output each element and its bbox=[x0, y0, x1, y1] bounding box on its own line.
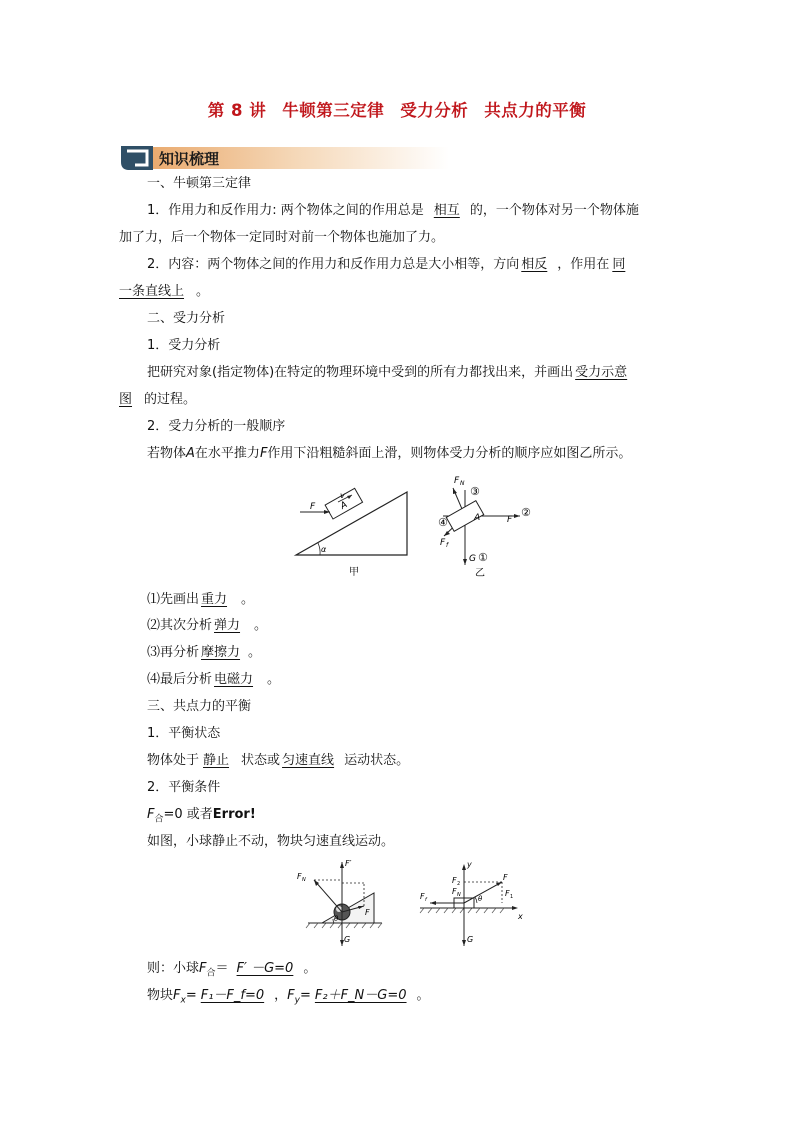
text: F bbox=[199, 961, 207, 976]
order-2-mark: ② bbox=[521, 506, 531, 519]
normal-subscript: N bbox=[302, 877, 306, 883]
text: Error! bbox=[212, 807, 256, 822]
text: =0 或者 bbox=[163, 807, 213, 822]
text: 。 bbox=[196, 284, 210, 299]
s2-p2 bbox=[147, 445, 631, 463]
blank-answer: 重力 bbox=[201, 592, 228, 607]
blank-answer: 弹力 bbox=[214, 618, 241, 633]
title-lecture: 第 8 讲 bbox=[207, 101, 267, 120]
block-label: A bbox=[338, 499, 350, 512]
normal-force-label: F bbox=[452, 887, 457, 896]
text: 运动状态。 bbox=[344, 753, 410, 768]
text: 。 bbox=[416, 988, 430, 1003]
s3-sub1: 1．平衡状态 bbox=[147, 726, 221, 741]
text: = bbox=[185, 988, 197, 1003]
s3-block-eq bbox=[147, 987, 430, 1010]
block-diagram bbox=[420, 860, 523, 946]
s2-p1-line2 bbox=[119, 391, 196, 409]
banner-label: 知识梳理 bbox=[159, 150, 220, 168]
friction-subscript: f bbox=[425, 897, 427, 903]
ball-diagram bbox=[297, 859, 382, 946]
text: 在水平推力 bbox=[194, 446, 260, 461]
gravity-label: G bbox=[467, 935, 474, 944]
text: 作用下沿粗糙斜面上滑，则物体受力分析的顺序应如图乙所示。 bbox=[267, 446, 632, 461]
text: 合 bbox=[154, 814, 164, 825]
force-F-label: F bbox=[507, 515, 513, 525]
text: ⑵其次分析 bbox=[147, 618, 213, 633]
s2-heading: 二、受力分析 bbox=[147, 311, 226, 326]
gravity-label: G bbox=[344, 935, 351, 944]
x-axis-label: x bbox=[518, 912, 523, 921]
text: ＝ bbox=[215, 961, 229, 976]
text: 把研究对象(指定物体)在特定的物理环境中受到的所有力都找出来，并画出 bbox=[147, 365, 574, 380]
text: F bbox=[287, 988, 295, 1003]
text: 2．内容：两个物体之间的作用力和反作用力总是大小相等，方向 bbox=[147, 257, 520, 272]
text: 。 bbox=[254, 618, 268, 633]
section-banner bbox=[119, 143, 449, 172]
theta-label: θ bbox=[478, 895, 483, 903]
component-F1-label: F bbox=[505, 889, 510, 898]
title-topic-2: 受力分析 bbox=[400, 101, 469, 120]
normal-subscript: N bbox=[457, 892, 461, 898]
blank-answer: F₂＋F_N－G=0 bbox=[314, 988, 407, 1003]
alpha-label: α bbox=[321, 545, 327, 554]
block-label: A bbox=[474, 513, 481, 523]
text: ，作用在 bbox=[557, 257, 610, 272]
blank-answer: 同 bbox=[612, 257, 626, 272]
s3-heading: 三、共点力的平衡 bbox=[147, 699, 252, 714]
s1-p1-line1 bbox=[147, 202, 639, 220]
text: ⑴先画出 bbox=[147, 592, 200, 607]
s3-condition bbox=[147, 806, 256, 829]
f2-subscript: 2 bbox=[457, 881, 461, 887]
text: 。 bbox=[303, 961, 317, 976]
gravity-label: G bbox=[469, 554, 476, 564]
blank-answer: 相反 bbox=[521, 257, 548, 272]
text: 状态或 bbox=[241, 753, 281, 768]
blank-answer: 匀速直线 bbox=[282, 753, 335, 768]
s2-step1 bbox=[147, 591, 254, 609]
figure-jia-caption: 甲 bbox=[349, 567, 359, 578]
s1-heading: 一、牛顿第三定律 bbox=[147, 176, 252, 191]
s3-p1 bbox=[147, 752, 409, 770]
s3-ball-eq bbox=[147, 960, 316, 983]
s3-p2: 如图，小球静止不动，物块匀速直线运动。 bbox=[147, 834, 395, 849]
s1-p2-line2 bbox=[119, 283, 209, 301]
text: F bbox=[147, 807, 155, 822]
normal-force-label: F bbox=[454, 476, 460, 486]
blank-answer: 电磁力 bbox=[214, 672, 254, 687]
text: x bbox=[180, 995, 186, 1006]
blank-answer: F′ －G=0 bbox=[236, 961, 294, 976]
f1-subscript: 1 bbox=[510, 894, 514, 900]
text: 则：小球 bbox=[147, 961, 200, 976]
text: F bbox=[259, 446, 268, 461]
order-3-mark: ③ bbox=[470, 485, 480, 498]
text: 合 bbox=[206, 968, 216, 979]
blank-answer: F₁－F_f=0 bbox=[200, 988, 265, 1003]
theta-label: θ bbox=[334, 915, 339, 923]
text: 。 bbox=[267, 672, 281, 687]
s1-p1-line2: 加了力，后一个物体一定同时对前一个物体也施加了力。 bbox=[119, 230, 445, 245]
text: 的，一个物体对另一个物体施 bbox=[469, 203, 639, 218]
s2-sub1: 1．受力分析 bbox=[147, 338, 221, 353]
component-F2-label: F bbox=[452, 876, 457, 885]
figure-incline bbox=[280, 470, 550, 580]
text: 的过程。 bbox=[144, 392, 197, 407]
s3-sub2: 2．平衡条件 bbox=[147, 780, 221, 795]
blank-answer: 相互 bbox=[433, 203, 460, 218]
text: 。 bbox=[248, 645, 262, 660]
velocity-label: v bbox=[340, 491, 345, 500]
s2-p1-line1 bbox=[147, 364, 627, 382]
text: ⑷最后分析 bbox=[147, 672, 213, 687]
page-title bbox=[0, 97, 794, 121]
text: 1．作用力和反作用力: 两个物体之间的作用总是 bbox=[147, 203, 424, 218]
s2-step4 bbox=[147, 671, 280, 689]
s2-step3 bbox=[147, 644, 261, 662]
order-1-mark: ① bbox=[478, 551, 488, 564]
resultant-label: F′ bbox=[345, 859, 352, 868]
text: F bbox=[173, 988, 181, 1003]
figure-yi-caption: 乙 bbox=[475, 568, 485, 579]
order-4-mark: ④ bbox=[438, 516, 448, 529]
friction-subscript: f bbox=[446, 542, 449, 549]
friction-label: F bbox=[420, 892, 425, 901]
text: 物块 bbox=[147, 988, 174, 1003]
normal-force-label: F bbox=[297, 872, 302, 881]
y-axis-label: y bbox=[467, 860, 472, 869]
force-F-label: F bbox=[310, 502, 316, 512]
text: 。 bbox=[241, 592, 255, 607]
friction-label: F bbox=[440, 538, 446, 548]
s1-p2-line1 bbox=[147, 256, 625, 274]
blank-answer: 静止 bbox=[203, 753, 230, 768]
text: A bbox=[186, 446, 195, 461]
text: y bbox=[294, 995, 300, 1006]
text: ， bbox=[274, 988, 288, 1003]
free-body-diagram bbox=[438, 476, 531, 579]
s2-step2 bbox=[147, 617, 267, 635]
blank-answer: 受力示意 bbox=[575, 365, 628, 380]
force-F-label: F bbox=[365, 908, 370, 917]
figure-equilibrium bbox=[292, 858, 532, 950]
normal-subscript: N bbox=[460, 480, 465, 487]
text: = bbox=[299, 988, 311, 1003]
text: 若物体 bbox=[147, 446, 187, 461]
blank-answer: 一条直线上 bbox=[119, 284, 185, 299]
title-topic-3: 共点力的平衡 bbox=[484, 101, 587, 120]
title-topic-1: 牛顿第三定律 bbox=[282, 101, 385, 120]
text: 物体处于 bbox=[147, 753, 200, 768]
s2-sub2: 2．受力分析的一般顺序 bbox=[147, 419, 286, 434]
force-F-label: F bbox=[503, 873, 508, 882]
blank-answer: 图 bbox=[119, 392, 133, 407]
blank-answer: 摩擦力 bbox=[201, 645, 241, 660]
text: ⑶再分析 bbox=[147, 645, 200, 660]
